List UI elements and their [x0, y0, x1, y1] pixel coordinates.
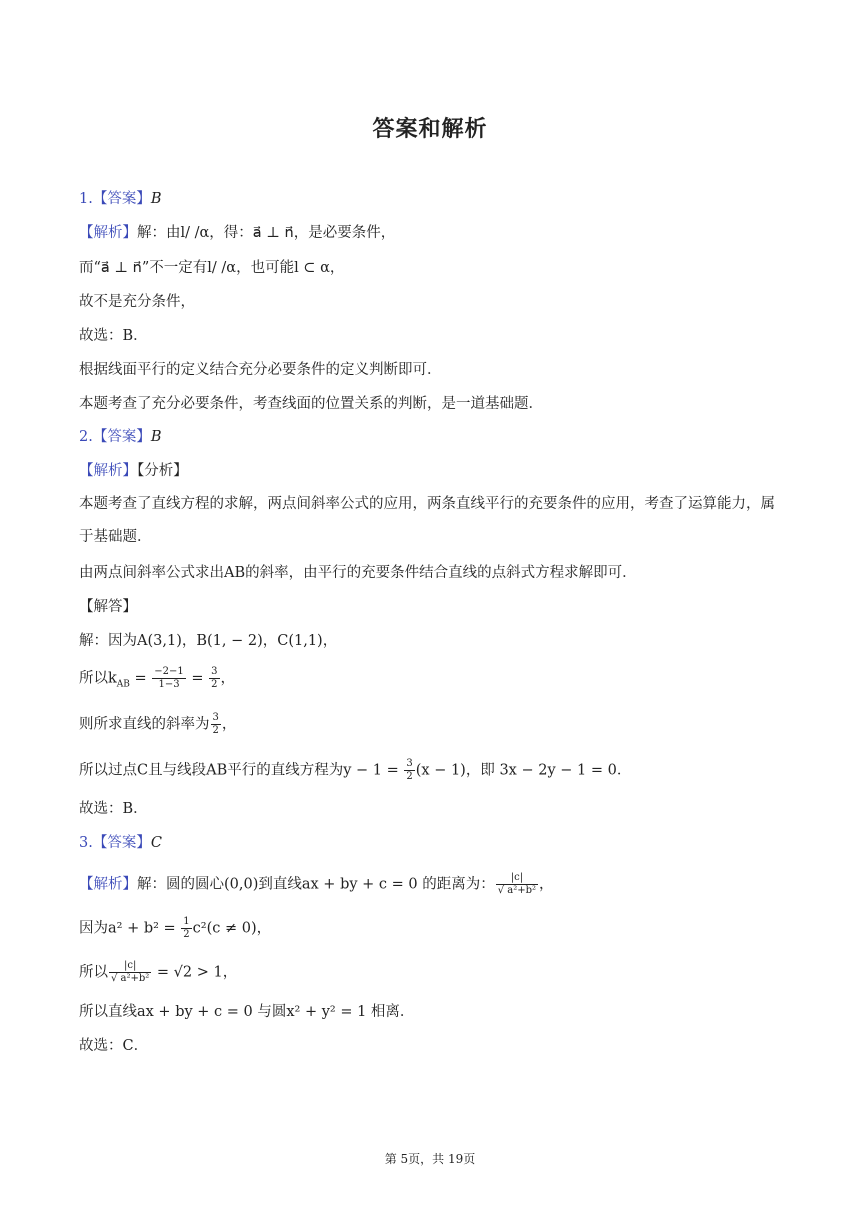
q2-l5-post: (x − 1)，即 3x − 2y − 1 = 0．	[415, 762, 632, 779]
q3-l1-post: ，	[539, 876, 554, 893]
q3-header: 3.【答案】	[79, 835, 151, 851]
q2-l3-sub: AB	[116, 679, 130, 690]
q2-line3	[79, 666, 235, 694]
q3-l2-den: 2	[183, 929, 190, 940]
q3-line5: 故选：C．	[79, 1038, 149, 1054]
q3-tag: 【解析】	[79, 876, 137, 893]
q2-solve-tag: 【解答】	[79, 599, 137, 615]
q3-l1-num: |c|	[496, 872, 538, 885]
q2-l3-post: ，	[220, 670, 236, 687]
q1-header: 1.【答案】	[79, 191, 151, 207]
q1-tag: 【解析】	[79, 225, 137, 241]
q2-tag2: 【分析】	[137, 463, 188, 479]
q2-l3-den2: 2	[211, 679, 218, 690]
q3-answer: C	[150, 835, 162, 851]
q3-l2-post: c²(c ≠ 0)，	[192, 920, 272, 937]
q2-analysis: 本题考查了直线方程的求解，两点间斜率公式的应用，两条直线平行的充要条件的应用，考查了运算能力，属于基础题．	[79, 496, 775, 545]
q2-fraction-result	[209, 666, 219, 691]
q1-text1: 解：由l/ /α，得：a⃗ ⊥ n⃗，是必要条件，	[137, 225, 396, 241]
q3-l2-pre: 因为a² + b² =	[79, 920, 181, 937]
q3-l1-den: √ a²+b²	[497, 885, 537, 896]
q3-line2	[79, 916, 271, 941]
q3-line4: 所以直线ax + by + c = 0 与圆x² + y² = 1 相离．	[79, 1004, 415, 1020]
q3-fraction-ratio	[109, 960, 151, 985]
q1-line3: 故不是充分条件，	[79, 294, 195, 310]
q2-fraction-slope	[152, 666, 185, 691]
q2-l3-num: −2−1	[154, 666, 184, 677]
q3-l3-pre: 所以	[79, 964, 108, 981]
q2-l5-pre: 所以过点C且与线段AB平行的直线方程为y − 1 =	[79, 762, 404, 779]
q2-l4-num: 3	[212, 712, 219, 723]
q2-line6: 故选：B．	[79, 801, 148, 817]
q2-line1: 由两点间斜率公式求出AB的斜率，由平行的充要条件结合直线的点斜式方程求解即可．	[79, 565, 637, 581]
q2-l3-pre: 所以k	[79, 670, 117, 687]
q2-header: 2.【答案】	[79, 429, 151, 445]
q2-line4	[79, 712, 236, 737]
q2-fraction-l5	[404, 758, 414, 783]
q2-l5-den: 2	[406, 771, 413, 782]
q1-line6: 本题考查了充分必要条件，考查线面的位置关系的判断，是一道基础题．	[79, 396, 543, 412]
q1-line2: 而“a⃗ ⊥ n⃗”不一定有l/ /α，也可能l ⊂ α，	[79, 260, 345, 276]
q1-answer: B	[150, 191, 162, 207]
q3-l1-pre: 解：圆的圆心(0,0)到直线ax + by + c = 0 的距离为：	[137, 876, 495, 893]
q2-l4-pre: 则所求直线的斜率为	[79, 716, 210, 733]
q2-tag: 【解析】	[79, 463, 137, 479]
q3-fraction-half	[181, 916, 191, 941]
q2-fraction-l4	[211, 712, 221, 737]
q2-line5	[79, 758, 631, 783]
q2-l4-post: ，	[221, 716, 237, 733]
q2-answer-line	[79, 427, 162, 447]
q3-line3	[79, 960, 237, 985]
q3-l2-num: 1	[183, 916, 190, 927]
q2-line2: 解：因为A(3,1)，B(1, − 2)，C(1,1)，	[79, 633, 338, 649]
q2-l3-eq: =	[129, 670, 152, 687]
page-footer: 第 5页，共 19页	[384, 1152, 476, 1166]
q3-answer-line	[79, 833, 162, 853]
page-title: 答案和解析	[372, 117, 488, 142]
q2-l5-num: 3	[406, 758, 413, 769]
q2-l3-num2: 3	[211, 666, 218, 677]
q2-answer: B	[150, 429, 162, 445]
q1-answer-line	[79, 189, 162, 209]
q1-line4: 故选：B．	[79, 328, 148, 344]
q3-l3-post: = √2 > 1，	[152, 964, 238, 981]
q3-l3-den: √ a²+b²	[111, 973, 150, 984]
q3-l3-num: |c|	[109, 960, 151, 973]
q2-tags	[79, 461, 188, 481]
q2-l4-den: 2	[212, 725, 219, 736]
q3-fraction-distance	[496, 872, 538, 897]
q2-l3-den: 1−3	[158, 679, 180, 690]
q1-line1	[79, 223, 395, 243]
q2-l3-eq2: =	[186, 670, 209, 687]
q1-line5: 根据线面平行的定义结合充分必要条件的定义判断即可．	[79, 362, 442, 378]
q3-line1	[79, 872, 554, 897]
